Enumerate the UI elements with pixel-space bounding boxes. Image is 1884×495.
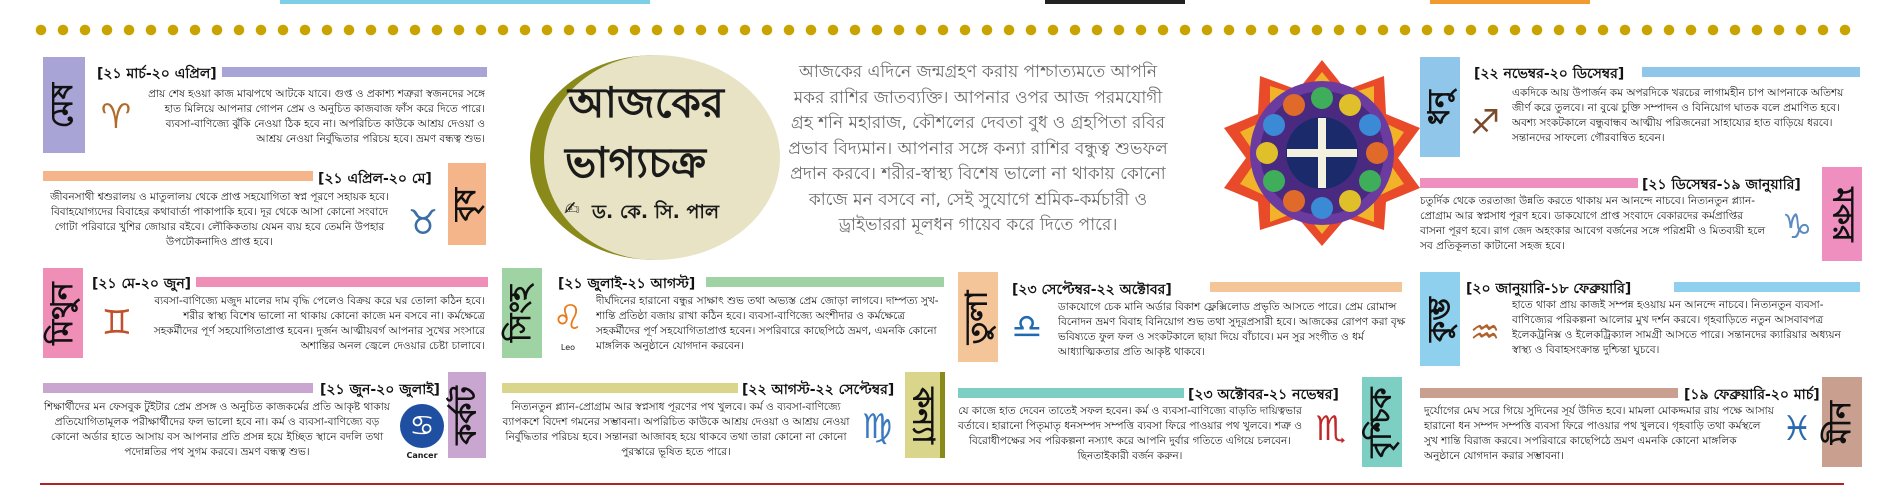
date-libra: [২৩ সেপ্টেম্বর-২২ অক্টোবর] <box>1012 282 1172 298</box>
bottom-rule <box>40 483 1844 485</box>
date-aries: [২১ মার্চ-২০ এপ্রিল] <box>97 66 217 82</box>
color-bar-libra <box>1210 282 1402 292</box>
page-title-line2: ভাগ্যচক্র <box>565 138 706 187</box>
top-bar-middle <box>1045 0 1185 4</box>
dotted-divider <box>30 22 1860 38</box>
crab-icon: ♋ <box>400 404 444 448</box>
date-sagittarius: [২২ নভেম্বর-২০ ডিসেম্বর] <box>1474 66 1625 82</box>
date-taurus: [২১ এপ্রিল-২০ মে] <box>318 171 432 187</box>
sign-label-taurus: বৃষ <box>448 163 486 245</box>
sign-label-gemini: মিথুন <box>43 268 83 358</box>
color-bar-virgo <box>502 383 738 393</box>
sign-label-aquarius: কুম্ভ <box>1420 272 1460 366</box>
color-bar-taurus <box>43 171 313 181</box>
top-bar-right <box>1430 0 1590 4</box>
horoscope-text-taurus: জীবনসাথী শ্বশুরালয় ও মাতুলালয় থেকে প্রাপ্ত সহযোগিতা স্বপ্ন পূরণে সহায়ক হবে। বিবাহযোগ্যদের বিবাহের কথাবার্তা পাকাপাকি হবে। দূর থেকে আসা কোনো সংবাদে গোটা পরিবারে খুশির জোয়ার বইবে। লৌকিকতায় যেমন ব্যয় হবে তেমনি উপহার উপঢৌকনাদিও প্রাপ্ত হবে। <box>50 191 389 248</box>
pen-icon: ✍ <box>564 198 580 220</box>
bull-icon: ♉ <box>407 203 439 243</box>
color-bar-aries <box>222 67 487 77</box>
sign-label-aries: মেষ <box>43 57 85 153</box>
date-virgo: [২২ আগস্ট-২২ সেপ্টেম্বর] <box>742 382 895 398</box>
horoscope-text-capricorn: চতুর্দিক থেকে তরতাজা উন্নতি করতে থাকায় মন আনন্দে নাচবে। নিত্যনতুন প্ল্যান-প্রোগ্রাম আর স্বপ্নসাধ পূরণ হবে। ডাকযোগে প্রাপ্ত সংবাদে বেকারদের কর্মপ্রাপ্তির বাসনা পূরণ হবে। রাগ জেদ অহংকার আবেগ বর্জনের সঙ্গে পরিশ্রমী ও মিতব্যয়ী হলে সব প্রতিকূলতা কাটানো সহজ হবে। <box>1420 195 1766 252</box>
color-bar-leo <box>706 277 944 287</box>
date-pisces: [১৯ ফেব্রুয়ারি-২০ মার্চ] <box>1684 387 1820 403</box>
date-leo: [২১ জুলাই-২১ আগস্ট] <box>558 276 696 292</box>
horoscope-text-scorpio: যে কাজে হাত দেবেন তাতেই সফল হবেন। কর্ম ও ব্যবসা-বাণিজ্যে বাড়তি দায়িত্বভার বর্তাবে। হারানো পিতৃমাতৃ ধনসম্পদ সম্পত্তি ব্যবসা ফিরে পাওয়ার পথ খুলবে। শত্রু ও বিরোধীপক্ষের সব পরিকল্পনা নস্যাৎ করে আপনি দুর্বার গতিতে এগিয়ে চলবেন। ছিনতাইকারী বর্জন করুন। <box>958 405 1302 462</box>
horoscope-text-sagittarius: একদিকে আয় উপার্জন কম অপরদিকে খরচের লাগামহীন চাপ আপনাকে অতিশয় জীর্ণ করে তুলবে। না বুঝে চুক্তি সম্পাদন ও বিনিয়োগ ঘাতক বলে প্রমাণিত হবে। অবশ্য সংকটকালে বন্ধুবান্ধব আত্মীয় পরিজনেরা সাহায্যের হাত বাড়িয়ে ধরবে। সন্তানদের সাফল্যে গৌরবান্বিত হবেন। <box>1512 87 1844 144</box>
horoscope-text-virgo: নিত্যনতুন প্ল্যান-প্রোগ্রাম আর স্বপ্নসাধ পূরণের পথ খুলবে। কর্ম ও ব্যবসা-বাণিজ্যে ব্যাপকশে বিদেশ গমনের সম্ভাবনা। অপরিচিত কাউকে আশ্রয় দেওয়া ও আশ্রয় নেওয়া নির্বুদ্ধিতার পরিচয় হবে। সন্তানরা আজাবহ হয়ে থাকবে তথা তারা কোনো না কোনো পুরস্কারে ভূষিত হতে পারে। <box>502 401 850 458</box>
sign-label-libra: তুলা <box>958 272 998 362</box>
sign-label-cancer: কর্কট <box>448 372 486 458</box>
color-bar-aquarius <box>1674 282 1860 292</box>
sign-label-scorpio: বৃশ্চিক <box>1362 377 1402 467</box>
color-bar-pisces <box>1420 388 1678 398</box>
sign-label-pisces: মীন <box>1822 377 1862 467</box>
maiden-icon: ♍ <box>861 407 893 447</box>
horoscope-text-leo: দীর্ঘদিনের হারানো বন্ধুর সাক্ষাৎ শুভ তথা অভ্যস্ত প্রেম জোড়া লাগবে। দাম্পত্য সুখ-শান্তি প্রতিষ্ঠা বজায় রাখা কঠিন হবে। ব্যবসা-বাণিজ্যে অংশীদার ও কর্মক্ষেত্রে সহকর্মীদের পূর্ণ সহযোগিতাপ্রাপ্ত হবেন। সপরিবারে কাছেপিঠে ভ্রমণ, এমনকি কোনো মাঙ্গলিক অনুষ্ঠানে যোগদান করবেন। <box>596 295 939 352</box>
horoscope-text-aquarius: হাতে থাকা প্রায় কাজই সম্পন্ন হওয়ায় মন আনন্দে নাচবে। নিত্যনতুন ব্যবসা-বাণিজ্যের পরিকল্পনা আলোর মুখ দর্শন করবে। গৃহবাড়িতে নতুন আসবাবপত্র ইলেকট্রনিক্স ও ইলেকট্রিক্যাল সামগ্রী আসতে পারে। সন্তানদের ক্যারিয়ার অধ্যয়ন স্বাস্থ্য ও বিবাহসংক্রান্ত দুশ্চিন্তা ঘুচবে। <box>1512 299 1841 356</box>
horoscope-text-pisces: দুর্যোগের মেঘ সরে গিয়ে সুদিনের সূর্য উদিত হবে। মামলা মোকদ্দমার রায় পক্ষে আসায় হারানো ধন সম্পদ সম্পত্তি ব্যবসা ফিরে পাওয়ার পথ খুলবে। গৃহবাড়ি তথা কর্মস্থলে সুখ শান্তি বিরাজ করবে। সপরিবারে কাছেপিঠে ভ্রমণ এমনকি কোনো মাঙ্গলিক অনুষ্ঠানে যোগদান করার সম্ভাবনা। <box>1424 405 1774 462</box>
date-scorpio: [২৩ অক্টোবর-২১ নভেম্বর] <box>1188 387 1339 403</box>
date-gemini: [২১ মে-২০ জুন] <box>92 276 192 292</box>
horoscope-text-aries: প্রায় শেষ হওয়া কাজ মাঝপথে আটকে যাবে। গুপ্ত ও প্রকাশ্য শত্রুরা স্বজনদের সঙ্গে হাত মিলিয়ে আপনার গোপন প্রেম ও অনুচিত কাজবাজ ফাঁস করে দিতে পারে। ব্যবসা-বাণিজ্যে ঝুঁকি নেওয়া ঠিক হবে না। অপরিচিত কাউকে আশ্রয় দেওয়া ও আশ্রয় নেওয়া নির্বুদ্ধিতার পরিচয় হবে। ভ্রমণ বন্ধত্ব শুভ। <box>148 88 485 145</box>
sign-label-virgo: কন্যা <box>905 372 945 458</box>
color-bar-cancer <box>43 383 313 393</box>
date-cancer: [২১ জুন-২০ জুলাই] <box>320 382 440 398</box>
fish-icon: ♓ <box>1781 409 1813 449</box>
horoscope-text-gemini: ব্যবসা-বাণিজ্যে মজুদ মালের দাম বৃদ্ধি পেলেও বিক্রয় করে ঘর তোলা কঠিন হবে। শরীর স্বাস্থ্য বিশেষ ভালো না থাকায় কোনো কাজে মন বসবে না। কর্মক্ষেত্রে সহকর্মীদের পূর্ণ সহযোগিতাপ্রাপ্ত হবেন। দুর্জন আত্মীয়বর্গ আপনার সুখের সংসারে অশান্তির অনল জ্বেলে দেওয়ার চেষ্টা চালাবে। <box>153 295 485 352</box>
top-bar-left <box>280 0 650 4</box>
goat-icon: ♑ <box>1781 207 1813 247</box>
color-bar-scorpio <box>958 388 1184 398</box>
ram-icon: ♈ <box>100 97 132 137</box>
color-bar-sagittarius <box>1642 67 1860 77</box>
sign-label-leo: সিংহ <box>502 268 542 358</box>
scales-icon: ♎ <box>1011 307 1043 347</box>
date-aquarius: [২০ জানুয়ারি-১৮ ফেব্রুয়ারি] <box>1466 281 1632 297</box>
lion-icon: ♌ <box>552 298 584 338</box>
sign-label-sagittarius: ধনু <box>1420 57 1460 157</box>
icon-caption-leo: Leo <box>560 343 576 352</box>
date-capricorn: [২১ ডিসেম্বর-১৯ জানুয়ারি] <box>1642 177 1801 193</box>
twins-icon: ♊ <box>101 303 133 343</box>
color-bar-gemini <box>196 277 488 287</box>
archer-icon: ♐ <box>1469 103 1501 143</box>
sign-label-capricorn: মকর <box>1822 167 1862 261</box>
scorpion-icon: ♏ <box>1315 409 1347 449</box>
author-name: ড. কে. সি. পাল <box>592 201 720 223</box>
color-bar-capricorn <box>1420 178 1638 188</box>
horoscope-text-libra: ডাকযোগে চেক মানি অর্ডার বিকাশ ফ্লেক্সিলোড প্রভৃতি আসতে পারে। প্রেম রোমান্স বিনোদন ভ্রমণ বিবাহ বিনিয়োগ শুভ তথা সুদূরপ্রসারী হবে। আজকের রোপণ করা বৃক্ষ ভবিষ্যতে ফুল ফল ও সংকটকালে ছায়া দিয়ে বাঁচাবে। মন সুর সংগীত ও ধর্ম আধ্যাত্মিকতার প্রতি আকৃষ্ট থাকবে। <box>1058 301 1406 358</box>
horoscope-text-cancer: শিক্ষার্থীদের মন ফেসবুক টুইটার প্রেম প্রসঙ্গ ও অনুচিত কাজকর্মের প্রতি আকৃষ্ট থাকায় প্রতিযোগিতামূলক পরীক্ষার্থীদের ফল ভালো হবে না। কর্ম ও ব্যবসা-বাণিজ্যে বড় কোনো অর্ডার হাতে আসায় বস আপনার প্রতি প্রসন্ন হয়ে ইচ্ছিত স্থানে বদলি তথা পদোন্নতির পথ সুগম করবে। ভ্রমণ বন্ধত্ব শুভ। <box>44 401 390 458</box>
zodiac-wheel-icon <box>1222 58 1422 248</box>
intro-paragraph: আজকের এদিনে জন্মগ্রহণ করায় পাশ্চাত্যমতে আপনি মকর রাশির জাতব্যক্তি। আপনার ওপর আজ পরমযোগী গ্রহ শনি মহারাজ, কৌশলের দেবতা বুধ ও গ্রহপিতা রবির প্রভাব বিদ্যমান। আপনার সঙ্গে কন্যা রাশির বন্ধুত্ব শুভফল প্রদান করবে। শরীর-স্বাস্থ্য বিশেষ ভালো না থাকায় কোনো কাজে মন বসবে না, সেই সুযোগে শ্রমিক-কর্মচারী ও ড্রাইভাররা মূলধন গায়েব করে দিতে পারে। <box>788 62 1168 235</box>
water-bearer-icon: ♒ <box>1469 313 1501 353</box>
icon-caption-cancer: Cancer <box>406 451 438 460</box>
page-title-line1: আজকের <box>568 78 724 127</box>
